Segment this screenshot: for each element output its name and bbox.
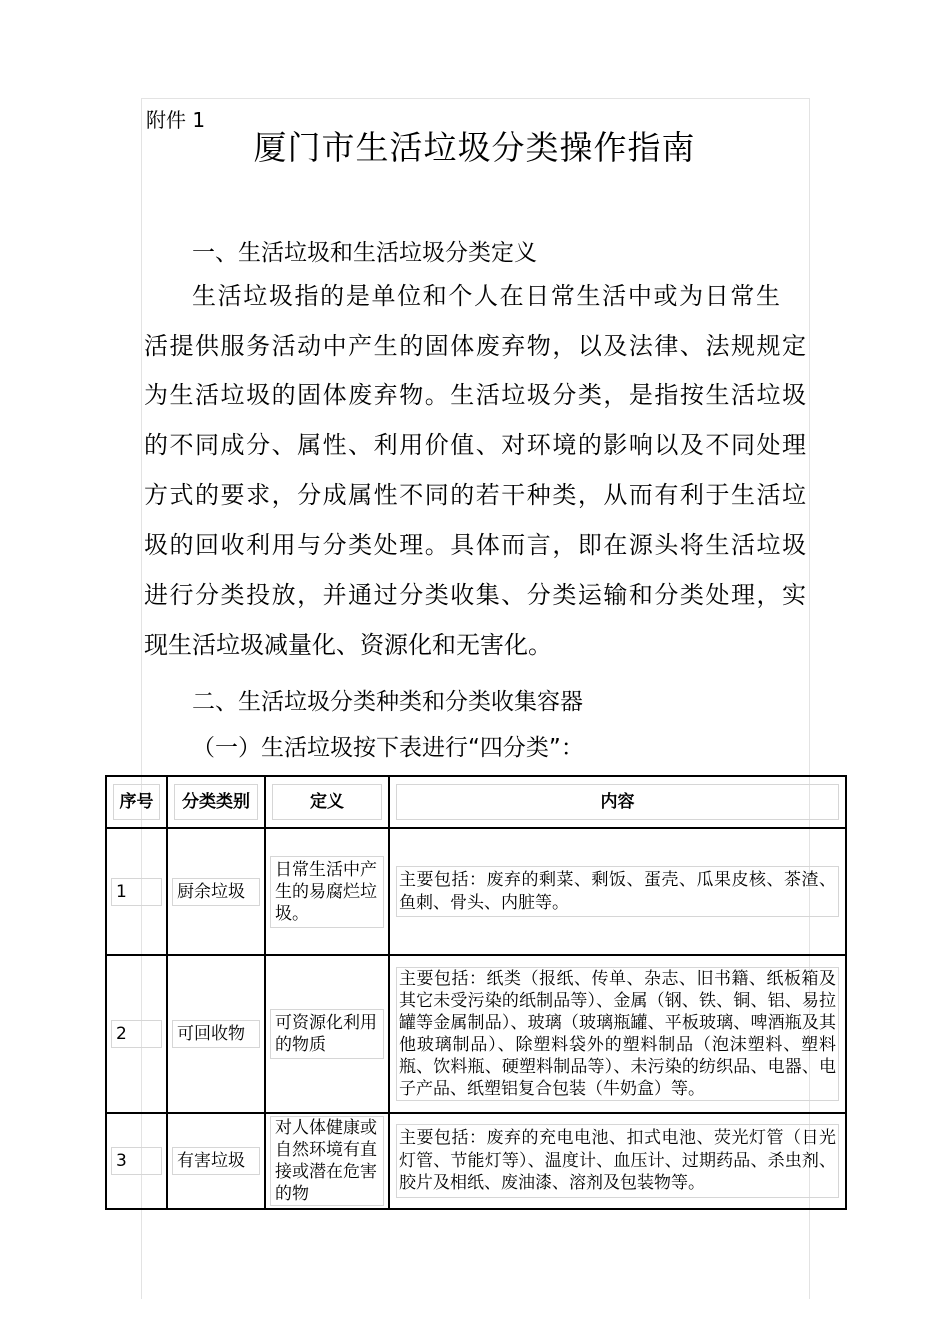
cell-definition: 可资源化利用的物质 [265,955,389,1113]
cell-content: 主要包括：废弃的充电电池、扣式电池、荧光灯管（日光灯管、节能灯等）、温度计、血压计、过期药品、杀虫剂、胶片及相纸、废油漆、溶剂及包装物等。 [389,1113,846,1209]
paragraph-line: 的不同成分、属性、利用价值、对环境的影响以及不同处理 [144,431,806,459]
paragraph-line: 方式的要求，分成属性不同的若干种类，从而有利于生活垃 [144,481,806,509]
cell-no: 3 [106,1113,167,1209]
paragraph-line: 活提供服务活动中产生的固体废弃物，以及法律、法规规定 [144,332,806,360]
paragraph-line: 为生活垃圾的固体废弃物。生活垃圾分类，是指按生活垃圾 [144,381,806,409]
paragraph-line: 进行分类投放，并通过分类收集、分类运输和分类处理，实 [144,581,806,609]
section1-heading: 一、生活垃圾和生活垃圾分类定义 [192,240,537,266]
paragraph-line: 生活垃圾指的是单位和个人在日常生活中或为日常生 [192,282,780,310]
cell-category: 可回收物 [167,955,265,1113]
subsection1-heading: （一）生活垃圾按下表进行“四分类”： [192,735,584,761]
table-row [106,828,846,955]
paragraph-line: 现生活垃圾减量化、资源化和无害化。 [144,631,552,659]
attachment-label: 附件 1 [146,108,206,132]
cell-no: 2 [106,955,167,1113]
header-content: 内容 [389,776,846,828]
cell-definition: 日常生活中产生的易腐烂垃圾。 [265,828,389,955]
cell-category: 有害垃圾 [167,1113,265,1209]
header-no: 序号 [106,776,167,828]
paragraph-line: 圾的回收利用与分类处理。具体而言，即在源头将生活垃圾 [144,531,806,559]
table-row [106,1113,846,1209]
cell-no: 1 [106,828,167,955]
section2-heading: 二、生活垃圾分类种类和分类收集容器 [192,689,583,715]
classification-table [105,775,847,1210]
cell-category: 厨余垃圾 [167,828,265,955]
cell-content: 主要包括：废弃的剩菜、剩饭、蛋壳、瓜果皮核、茶渣、鱼刺、骨头、内脏等。 [389,828,846,955]
cell-content: 主要包括：纸类（报纸、传单、杂志、旧书籍、纸板箱及其它未受污染的纸制品等）、金属（钢、铁、铜、铝、易拉罐等金属制品）、玻璃（玻璃瓶罐、平板玻璃、啤酒瓶及其他玻璃制品）、除塑料袋外的塑料制品（泡沫塑料、塑料瓶、饮料瓶、硬塑料制品等）、未污染的纺织品、电器、电子产品、纸塑铝复合包装（牛奶盒）等。 [389,955,846,1113]
header-definition: 定义 [265,776,389,828]
table-row [106,955,846,1113]
document-title: 厦门市生活垃圾分类操作指南 [253,128,696,167]
header-category: 分类类别 [167,776,265,828]
cell-definition: 对人体健康或自然环境有直接或潜在危害的物 [265,1113,389,1209]
table-header-row [106,776,846,828]
